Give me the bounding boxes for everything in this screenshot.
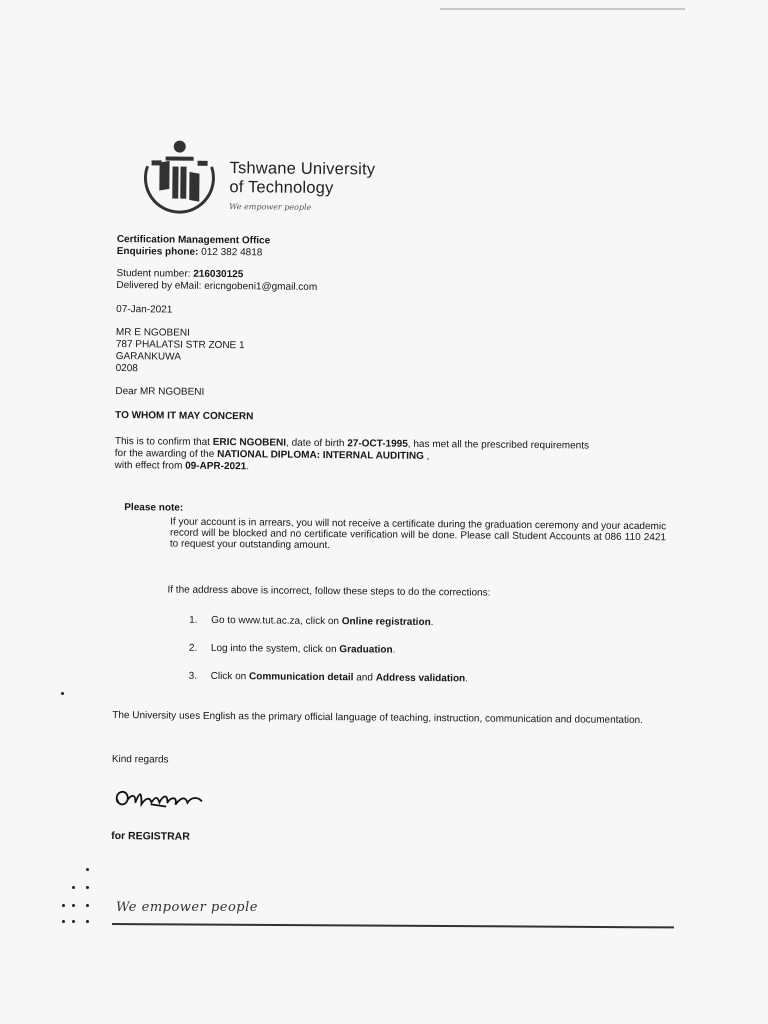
university-name: [229, 159, 375, 198]
step-text: [211, 643, 396, 657]
step-text-plain: .: [430, 617, 434, 629]
student-number: 216030125: [193, 268, 244, 281]
student-number-label: Student number:: [116, 267, 191, 280]
body-text: , date of birth: [286, 437, 345, 450]
enquiries-phone: 012 382 4818: [201, 246, 263, 259]
subject-line: TO WHOM IT MAY CONCERN: [115, 409, 254, 423]
body-text: .: [246, 461, 250, 473]
student-email: ericngobeni1@gmail.com: [204, 280, 318, 293]
address-block: [116, 327, 245, 376]
address-line: GARANKUWA: [115, 350, 181, 363]
qualification: NATIONAL DIPLOMA: INTERNAL AUDITING: [217, 448, 424, 462]
logo-tagline: We empower people: [229, 202, 312, 212]
signature: [111, 784, 211, 819]
step-text: [211, 615, 433, 629]
step-text-plain: and: [356, 672, 373, 684]
salutation: Dear MR NGOBENI: [115, 385, 205, 398]
address-line: 0208: [115, 362, 138, 375]
delivered-line: [116, 280, 317, 294]
step-text-bold: Online registration: [341, 616, 431, 629]
step-text-plain: .: [465, 673, 469, 685]
delivered-label: Delivered by eMail:: [116, 279, 202, 292]
enquiries-label: Enquiries phone:: [116, 245, 199, 258]
address-line: MR E NGOBENI: [115, 326, 190, 339]
university-logo: [117, 120, 666, 221]
corrections-intro: If the address above is incorrect, follow these steps to do the corrections:: [167, 584, 491, 599]
university-name-line1: Tshwane University: [229, 159, 376, 179]
step-text-bold: Address validation: [375, 672, 466, 685]
university-name-line2: of Technology: [229, 178, 334, 198]
address-line: 787 PHALATSI STR ZONE 1: [115, 338, 245, 352]
footer-rule: [112, 923, 674, 928]
footer-tagline: We empower people: [116, 900, 258, 915]
letter-date: 07-Jan-2021: [116, 303, 173, 316]
step-text-bold: Communication detail: [248, 671, 354, 684]
signature-scribble: [111, 784, 211, 815]
step-number: 2.: [188, 642, 198, 654]
note-text: If your account is in arrears, you will not receive a certificate during the graduation ceremony and your academic record will be blocked and no certificate verification will be done. Please call Student Accounts at 086 110 2421 to request your outstanding amount.: [169, 516, 667, 552]
step-text-plain: Click on: [210, 670, 247, 683]
body-text: This is to confirm that: [114, 435, 210, 448]
language-note: The University uses English as the primary official language of teaching, instruction, communication and documentation.: [112, 709, 643, 727]
body-text: for the awarding of the: [114, 447, 215, 460]
signatory: for REGISTRAR: [111, 829, 190, 843]
effective-date: 09-APR-2021: [185, 460, 247, 473]
step-text-plain: Log into the system, click on: [210, 642, 337, 656]
margin-dots: [58, 868, 98, 928]
enquiries-line: [117, 246, 263, 259]
step-text: [211, 671, 468, 685]
student-name: ERIC NGOBENI: [212, 436, 287, 449]
closing: Kind regards: [111, 753, 169, 766]
step-number: 3.: [188, 670, 198, 682]
scan-speck: [61, 692, 64, 695]
confirmation-paragraph: [115, 436, 663, 477]
body-text: , has met all the prescribed requirements: [407, 438, 590, 452]
letter: [111, 120, 667, 843]
step-text-bold: Graduation: [339, 644, 393, 656]
step-text-plain: Go to www.tut.ac.za, click on: [211, 614, 340, 628]
step-text-plain: .: [392, 644, 396, 656]
scan-artifact-line: [440, 8, 685, 10]
body-text: ,: [426, 450, 430, 463]
body-text: with effect from: [114, 459, 183, 472]
note-label: Please note:: [124, 502, 184, 514]
tut-emblem-icon: [137, 136, 222, 217]
date-of-birth: 27-OCT-1995: [347, 438, 408, 450]
office-title: Certification Management Office: [116, 233, 271, 247]
step-number: 1.: [189, 614, 198, 626]
